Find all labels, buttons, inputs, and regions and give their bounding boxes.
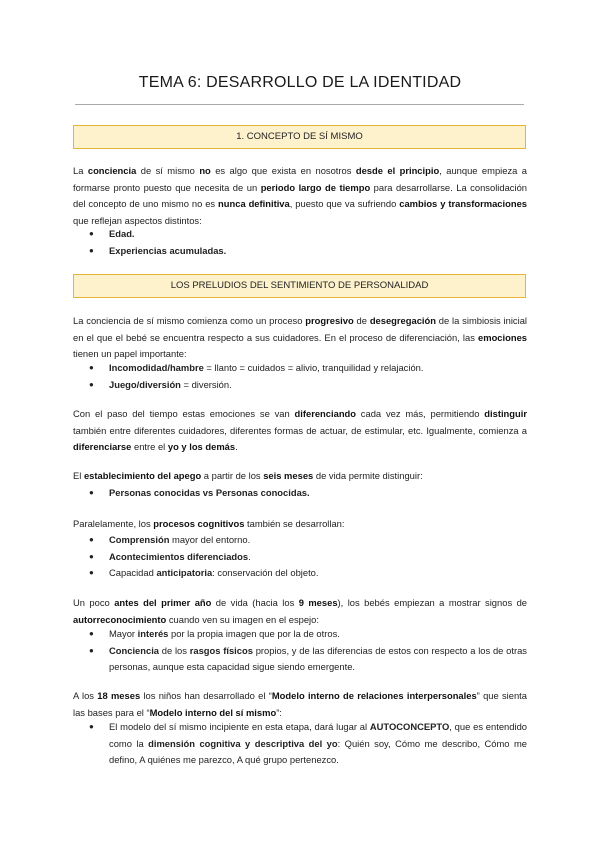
paragraph-proceso: La conciencia de sí mismo comienza como un proceso progresivo de desegregación de la simbiosis inicial en el que el bebé se encuentra respecto a sus cuidadores. En el proceso de diferenciación, las emociones tienen un papel importante: xyxy=(73,315,527,359)
paragraph-conciencia: La conciencia de sí mismo no es algo que exista en nosotros desde el principio, aunque empieza a formarse pronto puesto que necesita de un periodo largo de tiempo para desarrollarse. La consolidación del concepto de uno mismo no es nunca definitiva, puesto que va sufriendo cambios y transformaciones que reflejan aspectos distintos: xyxy=(73,165,528,226)
paragraph-diferenciacion: Con el paso del tiempo estas emociones se van diferenciando cada vez más, permitiendo distinguir también entre diferentes cuidadores, diferentes formas de actuar, de estimular, etc. Igualmente, comienza a diferenciarse entre el yo y los demás. xyxy=(73,408,527,452)
section-heading-concepto: 1. CONCEPTO DE SÍ MISMO xyxy=(73,125,526,149)
list-aspectos xyxy=(73,226,527,259)
list-personas xyxy=(73,485,527,502)
paragraph-autorreconocimiento: Un poco antes del primer año de vida (hacia los 9 meses), los bebés empiezan a mostrar signos de autorreconocimiento cuando ven su imagen en el espejo: xyxy=(73,597,528,625)
list-item: ● Incomodidad/hambre = llanto = cuidados = alivio, tranquilidad y relajación. xyxy=(73,360,527,377)
list-item: ● Capacidad anticipatoria: conservación del objeto. xyxy=(73,565,527,582)
list-espejo xyxy=(73,626,527,676)
list-item: ● Comprensión mayor del entorno. xyxy=(73,532,527,549)
paragraph-apego: El establecimiento del apego a partir de los seis meses de vida permite distinguir: xyxy=(73,470,423,481)
list-item: ● Edad. xyxy=(73,226,527,243)
list-emociones xyxy=(73,360,527,393)
list-item: ● Personas conocidas vs Personas conocidas. xyxy=(73,485,527,502)
title-divider xyxy=(75,104,524,105)
list-item: ● El modelo del sí mismo incipiente en esta etapa, dará lugar al AUTOCONCEPTO, que es entendido como la dimensión cognitiva y descriptiva del yo: Quién soy, Cómo me describo, Cómo me defino, A quiénes me parezco, A qué grupo pertenezco. xyxy=(73,719,527,769)
section-heading-preludios: LOS PRELUDIOS DEL SENTIMIENTO DE PERSONALIDAD xyxy=(73,274,526,298)
page-title: TEMA 6: DESARROLLO DE LA IDENTIDAD xyxy=(138,74,462,91)
list-cognitivos xyxy=(73,532,527,582)
list-item: ● Conciencia de los rasgos físicos propios, y de las diferencias de estos con respecto a los de otras personas, aunque esta capacidad sigue siendo emergente. xyxy=(73,643,527,676)
list-item: ● Juego/diversión = diversión. xyxy=(73,377,527,394)
paragraph-procesos-cognitivos: Paralelamente, los procesos cognitivos también se desarrollan: xyxy=(73,518,345,529)
list-autoconcepto xyxy=(73,719,527,769)
paragraph-modelo-interno: A los 18 meses los niños han desarrollado el “Modelo interno de relaciones interpersonales” que sienta las bases para el “Modelo interno del sí mismo”: xyxy=(73,690,527,718)
list-item: ● Experiencias acumuladas. xyxy=(73,243,527,260)
list-item: ● Acontecimientos diferenciados. xyxy=(73,549,527,566)
list-item: ● Mayor interés por la propia imagen que por la de otros. xyxy=(73,626,527,643)
